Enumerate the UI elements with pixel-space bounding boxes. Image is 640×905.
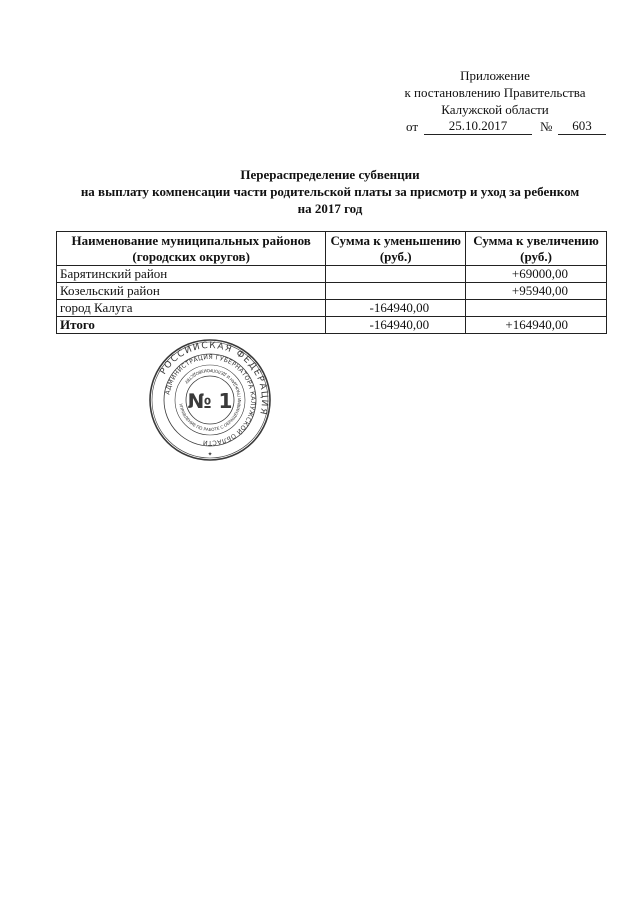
total-increase: +164940,00 xyxy=(466,317,607,334)
total-label: Итого xyxy=(57,317,326,334)
title-line-2: на выплату компенсации части родительской платы за присмотр и уход за ребенком xyxy=(80,184,580,199)
document-title xyxy=(40,166,620,217)
seal-center-number: № 1 xyxy=(187,389,233,413)
total-decrease: -164940,00 xyxy=(326,317,466,334)
appendix-date-row xyxy=(380,118,610,135)
table-header-row xyxy=(57,232,607,266)
column-header-district: Наименование муниципальных районов (городских округов) xyxy=(57,232,326,266)
redistribution-table xyxy=(56,231,607,334)
title-line-1: Перераспределение субвенции xyxy=(240,167,420,182)
district-name: город Калуга xyxy=(57,300,326,317)
decrease-value xyxy=(326,283,466,300)
seal-ring-text: АДМИНИСТРАЦИЯ ГУБЕРНАТОРА КАЛУЖСКОЙ ОБЛАСТИ xyxy=(164,353,257,447)
table-row xyxy=(57,266,607,283)
seal-outer-text: РОССИЙСКАЯ ФЕДЕРАЦИЯ xyxy=(158,340,270,417)
resolution-date: 25.10.2017 xyxy=(424,118,532,135)
increase-value: +69000,00 xyxy=(466,266,607,283)
column-header-increase: Сумма к увеличению (руб.) xyxy=(466,232,607,266)
increase-value: +95940,00 xyxy=(466,283,607,300)
date-from-label: от xyxy=(406,119,419,134)
seal-inner-text: УПРАВЛЕНИЕ ПО РАБОТЕ С ОБРАЩЕНИЯМИ ГРАЖДАН И ДЕЛОПРОИЗВОДСТВУ xyxy=(178,367,243,433)
district-name: Козельский район xyxy=(57,283,326,300)
table-row xyxy=(57,283,607,300)
appendix-region: Калужской области xyxy=(441,102,549,117)
resolution-number: 603 xyxy=(558,118,606,135)
official-seal xyxy=(148,338,272,462)
increase-value xyxy=(466,300,607,317)
table-total-row xyxy=(57,317,607,334)
decrease-value xyxy=(326,266,466,283)
district-name: Барятинский район xyxy=(57,266,326,283)
table-row xyxy=(57,300,607,317)
appendix-title: Приложение xyxy=(460,68,530,83)
column-header-decrease: Сумма к уменьшению (руб.) xyxy=(326,232,466,266)
title-line-3: на 2017 год xyxy=(297,201,363,216)
appendix-resolution: к постановлению Правительства xyxy=(404,85,586,100)
decrease-value: -164940,00 xyxy=(326,300,466,317)
seal-star-icon: ✦ xyxy=(207,451,213,458)
number-label: № xyxy=(540,119,553,134)
appendix-header xyxy=(380,67,610,135)
